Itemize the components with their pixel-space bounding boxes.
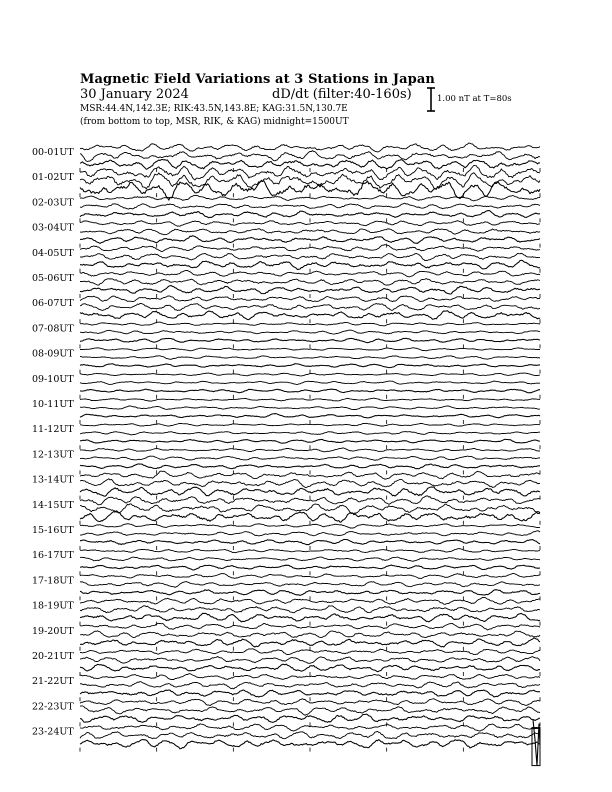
chart-title: Magnetic Field Variations at 3 Stations in Japan (80, 72, 435, 87)
trace-RIK-09-10UT (80, 381, 540, 384)
trace-MSR-21-22UT (80, 690, 540, 697)
trace-MSR-08-09UT (80, 364, 540, 368)
row-label-17-18UT: 17-18UT (32, 575, 74, 587)
row-label-12-13UT: 12-13UT (32, 449, 74, 461)
row-label-18-19UT: 18-19UT (32, 600, 74, 612)
trace-RIK-05-06UT (80, 279, 540, 286)
trace-MSR-16-17UT (80, 565, 540, 570)
row-label-03-04UT: 03-04UT (32, 222, 74, 234)
trace-RIK-02-03UT (80, 203, 540, 209)
row-label-21-22UT: 21-22UT (32, 676, 74, 688)
trace-MSR-10-11UT (80, 414, 540, 418)
trace-RIK-04-05UT (80, 253, 540, 260)
trace-MSR-18-19UT (80, 613, 540, 622)
row-label-05-06UT: 05-06UT (32, 273, 74, 284)
trace-KAG-00-01UT (80, 143, 540, 152)
row-labels (32, 147, 74, 738)
row-label-04-05UT: 04-05UT (32, 247, 74, 259)
trace-RIK-14-15UT (80, 504, 540, 514)
trace-RIK-03-04UT (80, 229, 540, 235)
row-label-16-17UT: 16-17UT (32, 550, 74, 562)
chart-date: 30 January 2024 (80, 87, 189, 102)
trace-RIK-16-17UT (80, 557, 540, 561)
trace-RIK-11-12UT (80, 432, 540, 435)
trace-MSR-23-24UT (80, 740, 540, 749)
trace-RIK-20-21UT (80, 657, 540, 664)
trace-RIK-13-14UT (80, 479, 540, 488)
row-label-00-01UT: 00-01UT (32, 147, 74, 158)
row-label-11-12UT: 11-12UT (32, 424, 74, 436)
row-label-01-02UT: 01-02UT (32, 172, 74, 184)
scale-bar-label: 1.00 nT at T=80s (437, 94, 512, 104)
trace-RIK-22-23UT (80, 706, 540, 715)
trace-MSR-15-16UT (80, 539, 540, 544)
trace-RIK-21-22UT (80, 682, 540, 689)
trace-RIK-18-19UT (80, 606, 540, 613)
row-label-15-16UT: 15-16UT (32, 525, 74, 536)
row-label-14-15UT: 14-15UT (32, 499, 74, 511)
row-label-19-20UT: 19-20UT (32, 625, 74, 637)
trace-RIK-06-07UT (80, 303, 540, 310)
trace-RIK-00-01UT (80, 151, 540, 162)
trace-RIK-10-11UT (80, 406, 540, 410)
scale-bar (427, 88, 435, 111)
trace-RIK-19-20UT (80, 631, 540, 638)
trace-MSR-22-23UT (80, 714, 540, 722)
trace-MSR-17-18UT (80, 590, 540, 596)
trace-RIK-07-08UT (80, 330, 540, 334)
trace-RIK-15-16UT (80, 531, 540, 536)
trace-MSR-12-13UT (80, 464, 540, 469)
row-label-10-11UT: 10-11UT (32, 399, 74, 410)
row-label-20-21UT: 20-21UT (32, 651, 74, 662)
trace-MSR-13-14UT (80, 487, 540, 497)
row-label-23-24UT: 23-24UT (32, 726, 74, 738)
trace-MSR-03-04UT (80, 236, 540, 244)
trace-RIK-17-18UT (80, 582, 540, 588)
trace-MSR-02-03UT (80, 211, 540, 218)
row-label-09-10UT: 09-10UT (32, 373, 74, 385)
trace-MSR-07-08UT (80, 338, 540, 343)
row-label-06-07UT: 06-07UT (32, 298, 74, 310)
trace-MSR-20-21UT (80, 664, 540, 672)
station-coordinates: MSR:44.4N,142.3E; RIK:43.5N,143.8E; KAG:31.5N,130.7E (80, 104, 348, 114)
trace-RIK-08-09UT (80, 356, 540, 360)
trace-MSR-14-15UT (80, 511, 540, 522)
trace-MSR-00-01UT (80, 160, 540, 170)
trace-RIK-23-24UT (80, 731, 540, 738)
row-label-22-23UT: 22-23UT (32, 701, 74, 713)
row-label-07-08UT: 07-08UT (32, 323, 74, 335)
trace-MSR-09-10UT (80, 389, 540, 393)
trace-MSR-04-05UT (80, 260, 540, 269)
trace-RIK-12-13UT (80, 456, 540, 460)
chart-subtitle: dD/dt (filter:40-160s) (272, 87, 412, 102)
trace-MSR-19-20UT (80, 638, 540, 647)
row-label-08-09UT: 08-09UT (32, 348, 74, 360)
row-label-02-03UT: 02-03UT (32, 197, 74, 209)
row-label-13-14UT: 13-14UT (32, 474, 74, 486)
trace-MSR-11-12UT (80, 439, 540, 443)
station-order-note: (from bottom to top, MSR, RIK, & KAG) midnight=1500UT (80, 117, 349, 127)
trace-MSR-06-07UT (80, 311, 540, 320)
trace-MSR-05-06UT (80, 286, 540, 294)
